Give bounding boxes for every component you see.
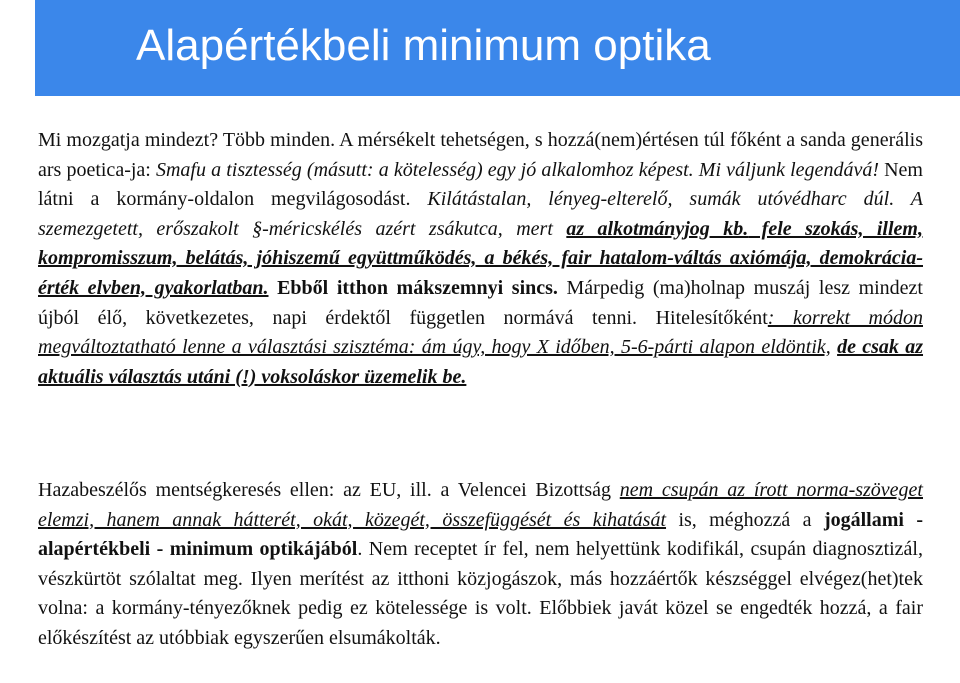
p1-text-future: Márpedig (ma)holnap muszáj lesz mindezt újból élő, következetes, napi érdektől független normává tenni. Hitelesítőként: [38, 276, 923, 329]
p1-text-conclusion: de csak az aktuális választás utáni (!) voksoláskor üzemelik be.: [38, 336, 924, 388]
p2-text-minimum-optics: jogállami - alapértékbeli - minimum optikájából: [38, 508, 923, 561]
p1-text-none-here: Ebből itthon mákszemnyi sincs.: [268, 276, 558, 299]
p1-text-intro: Mi mozgatja mindezt? Több minden. A mérsékelt tehetségen, s hozzá(nem)értésen túl főként a sanda generális ars poetica-ja:: [38, 129, 923, 181]
p2-text-analysis: nem csupán az írott norma-szöveget elemzi, hanem annak hátterét, okát, közegét, összefüggését és kihatását: [38, 479, 923, 531]
p2-text-rest: . Nem receptet ír fel, nem helyettünk kodifikál, csupán diagnosztizál, vészkürtöt szólaltat meg. Ilyen merítést az itthoni közjogászok, más hozzáértők készséggel elvégez(het)tek volna: a kormány-tényezőknek pedig ez kötelessége is volt. Előbbiek javát közel se engedték hozzá, a fair előkészítést az utóbbiak egyszerűen elsumákolták.: [38, 538, 923, 649]
p2-text-plain: is, méghozzá a: [666, 508, 824, 531]
p1-text-electoral-system: : korrekt módon megváltoztatható lenne a választási szisztéma: ám úgy, hogy X időben, 5-6-párti alapon eldöntik,: [38, 306, 923, 359]
p1-text-plain: Nem látni a kormány-oldalon megvilágosodást.: [38, 158, 923, 211]
p1-text-constitutional-law: az alkotmányjog kb.: [566, 217, 749, 240]
title-bar: [35, 0, 960, 96]
p1-text-italic-2: A szemezgetett, erőszakolt §-méricskélés azért zsákutca, mert: [38, 188, 924, 240]
slide-title: Alapértékbeli minimum optika: [136, 21, 711, 70]
p2-text-intro: Hazabeszélős mentségkeresés ellen: az EU, ill. a Velencei Bizottság: [38, 479, 620, 501]
p1-text-motto: Smafu a tisztesség (másutt: a kötelesség) egy jó alkalomhoz képest. Mi váljunk legendává!: [155, 158, 879, 181]
p1-text-norms: fele szokás, illem, kompromisszum, belátás, jóhiszemű együttműködés, a békés, fair hatalom-váltás axiómája, demokrácia-érték elvben, gyakorlatban.: [38, 217, 923, 299]
paragraph-2: [38, 476, 923, 654]
paragraph-1: [38, 126, 923, 392]
p1-text-italic: Kilátástalan, lényeg-elterelő, sumák utóvédharc dúl.: [427, 188, 895, 211]
